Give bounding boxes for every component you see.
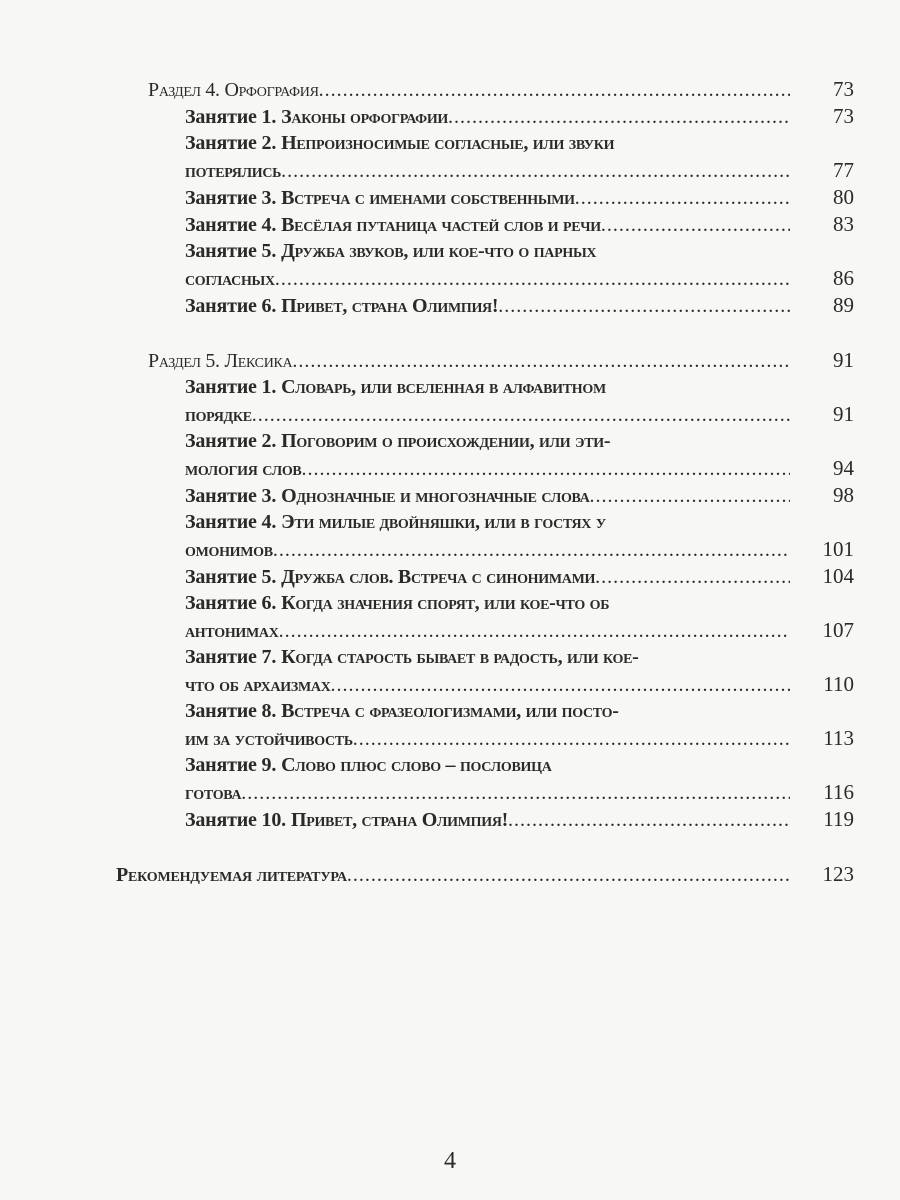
entry-title: потерялись [185, 160, 282, 182]
entry-title: Эти милые двойняшки, или в гостях у [281, 511, 606, 533]
dot-leader [301, 456, 790, 483]
entry-title: антонимах [185, 620, 279, 642]
entry-text [185, 726, 353, 753]
dot-leader [292, 348, 790, 375]
toc-entry-line [148, 265, 854, 292]
toc-section-heading [148, 347, 854, 374]
entry-title: Слово плюс слово – пословица [281, 754, 552, 776]
entry-text [185, 618, 279, 645]
literature-title: Рекомендуемая литература [116, 864, 347, 886]
toc-entry-line [148, 779, 854, 806]
entry-text [185, 402, 252, 429]
entry-label: Занятие 8. [185, 700, 277, 722]
entry-title: Поговорим о происхождении, или эти- [281, 430, 611, 452]
toc-entry-line [148, 644, 854, 671]
entry-label: Занятие 2. [185, 132, 277, 154]
entry-text [185, 158, 281, 185]
toc-entry-line [148, 536, 854, 563]
entry-text [185, 104, 448, 131]
entry-title: омонимов [185, 539, 273, 561]
toc-literature [116, 861, 854, 888]
toc-entry-line [148, 130, 854, 157]
dot-leader [575, 185, 790, 212]
entry-title: Словарь, или вселенная в алфавитном [281, 376, 606, 398]
entry-label: Занятие 3. [185, 485, 277, 507]
entry-text [185, 130, 614, 157]
dot-leader [241, 780, 790, 807]
entry-title: Привет, страна Олимпия! [290, 809, 509, 831]
literature-page: 123 [822, 862, 854, 886]
toc-entry-line [148, 238, 854, 265]
toc-entry-line [148, 563, 854, 590]
entry-label: Занятие 1. [185, 106, 277, 128]
entry-title: Привет, страна Олимпия! [281, 295, 499, 317]
entry-page: 86 [833, 266, 854, 290]
page-number: 4 [444, 1148, 456, 1174]
entry-text [185, 266, 275, 293]
entry-title: Встреча с фразеологизмами, или посто- [281, 700, 619, 722]
entry-text [185, 293, 498, 320]
entry-page: 89 [833, 293, 854, 317]
dot-leader [252, 402, 790, 429]
dot-leader [353, 726, 790, 753]
dot-leader [448, 104, 790, 131]
entry-title: мология слов [185, 458, 302, 480]
section-page: 73 [833, 77, 854, 101]
toc-entry-line [148, 590, 854, 617]
toc-entry-line [148, 455, 854, 482]
dot-leader [601, 212, 790, 239]
dot-leader [498, 293, 790, 320]
entry-label: Занятие 5. [185, 240, 277, 262]
entry-title: Однозначные и многозначные слова [281, 485, 590, 507]
dot-leader [331, 672, 790, 699]
toc-entry-line [148, 428, 854, 455]
toc-entry-line [148, 184, 854, 211]
toc-entry-line [148, 374, 854, 401]
toc-entry-line [148, 806, 854, 833]
entry-title: Непроизносимые согласные, или звуки [281, 132, 615, 154]
entry-title: готова [185, 782, 242, 804]
entry-text [185, 672, 331, 699]
entry-label: Занятие 6. [185, 295, 277, 317]
entry-label: Занятие 5. [185, 566, 277, 588]
entry-title: порядке [185, 404, 252, 426]
entry-title: Когда значения спорят, или кое-что об [281, 592, 610, 614]
section-title: Раздел 5. Лексика [148, 350, 293, 372]
entry-title: Дружба звуков, или кое-что о парных [281, 240, 597, 262]
dot-leader [279, 618, 790, 645]
entry-text [185, 428, 610, 455]
toc-entry-line [148, 698, 854, 725]
entry-text [185, 374, 606, 401]
entry-title: Весёлая путаница частей слов и речи [281, 214, 601, 236]
entry-text [185, 212, 601, 239]
entry-label: Занятие 4. [185, 214, 277, 236]
dot-leader [319, 77, 790, 104]
entry-title: им за устойчивость [185, 728, 353, 750]
dot-leader [590, 483, 790, 510]
dot-leader [273, 537, 790, 564]
entry-title: что об архаизмах [185, 674, 331, 696]
entry-title: Дружба слов. Встреча с синонимами [281, 566, 596, 588]
entry-page: 73 [833, 104, 854, 128]
entry-label: Занятие 6. [185, 592, 277, 614]
entry-label: Занятие 3. [185, 187, 277, 209]
entry-page: 80 [833, 185, 854, 209]
toc-entry-line [148, 401, 854, 428]
table-of-contents [116, 76, 854, 888]
spacer [148, 833, 854, 861]
entry-page: 107 [822, 618, 854, 642]
toc-entry-line [148, 482, 854, 509]
entry-text [185, 483, 590, 510]
spacer [148, 319, 854, 347]
dot-leader [595, 564, 790, 591]
entry-page: 104 [822, 564, 854, 588]
entry-page: 77 [833, 158, 854, 182]
entry-text [185, 698, 619, 725]
entry-label: Занятие 9. [185, 754, 277, 776]
toc-section-heading [148, 76, 854, 103]
entry-text [185, 780, 241, 807]
entry-page: 119 [823, 807, 854, 831]
entry-text [185, 238, 596, 265]
entry-title: Законы орфографии [281, 106, 449, 128]
dot-leader [347, 862, 790, 889]
toc-entry-line [148, 617, 854, 644]
entry-text [185, 456, 301, 483]
entry-label: Занятие 7. [185, 646, 277, 668]
entry-label: Занятие 4. [185, 511, 277, 533]
toc-entry-line [148, 752, 854, 779]
entry-page: 101 [822, 537, 854, 561]
entry-text [185, 807, 508, 834]
entry-page: 83 [833, 212, 854, 236]
entry-label: Занятие 2. [185, 430, 277, 452]
toc-entry-line [148, 157, 854, 184]
dot-leader [508, 807, 790, 834]
dot-leader [275, 266, 790, 293]
entry-text [185, 564, 595, 591]
entry-title: Встреча с именами собственными [281, 187, 575, 209]
entry-text [185, 752, 552, 779]
section-page: 91 [833, 348, 854, 372]
entry-page: 91 [833, 402, 854, 426]
entry-text [185, 644, 639, 671]
toc-entry-line [148, 725, 854, 752]
toc-entry-line [148, 292, 854, 319]
entry-page: 94 [833, 456, 854, 480]
entry-title: согласных [185, 268, 275, 290]
toc-entry-line [148, 509, 854, 536]
entry-page: 98 [833, 483, 854, 507]
entry-label: Занятие 10. [185, 809, 286, 831]
entry-text [185, 509, 606, 536]
toc-entry-line [148, 211, 854, 238]
entry-text [185, 537, 273, 564]
toc-entry-line [148, 671, 854, 698]
entry-label: Занятие 1. [185, 376, 277, 398]
entry-page: 110 [823, 672, 854, 696]
entry-text [185, 590, 609, 617]
toc-entry-line [148, 103, 854, 130]
entry-text [185, 185, 575, 212]
dot-leader [281, 158, 790, 185]
entry-page: 116 [823, 780, 854, 804]
section-title: Раздел 4. Орфография [148, 79, 319, 101]
entry-title: Когда старость бывает в радость, или кое- [281, 646, 639, 668]
entry-page: 113 [823, 726, 854, 750]
